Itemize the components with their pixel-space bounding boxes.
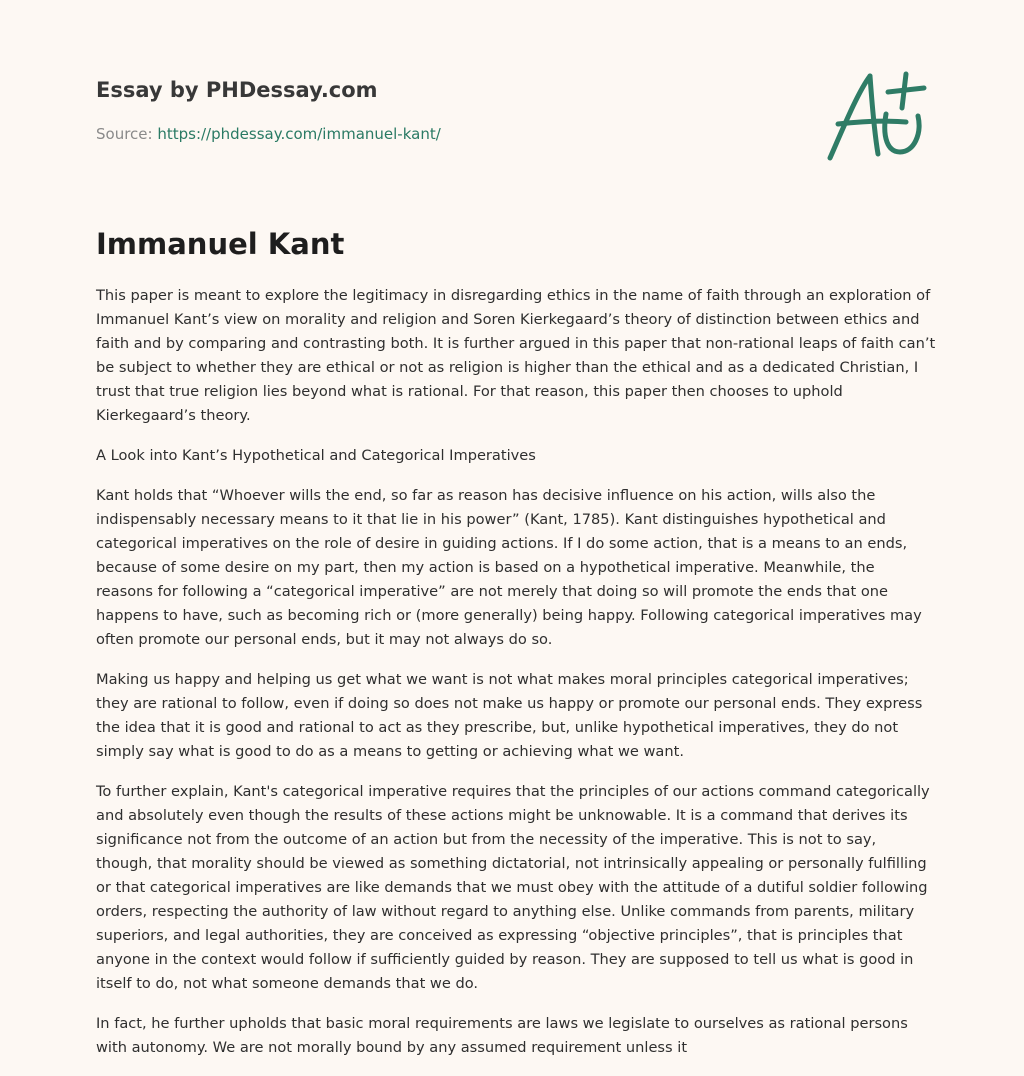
paragraph: To further explain, Kant's categorical imperative requires that the principles of our actions command categorically and absolutely even though the results of these actions might be unknowable. It is a command that derives its significance not from the outcome of an action but from the necessity of the imperative. This is not to say, though, that morality should be viewed as something dictatorial, not intrinsically appealing or personally fulfilling or that categorical imperatives are like demands that we must obey with the attitude of a dutiful soldier following orders, respecting the authority of law without regard to anything else. Unlike commands from parents, military superiors, and legal authorities, they are conceived as expressing “objective principles”, that is principles that anyone in the context would follow if sufficiently guided by reason. They are supposed to tell us what is good in itself to do, not what someone demands that we do. xyxy=(96,783,930,992)
paragraph: In fact, he further upholds that basic moral requirements are laws we legislate to ourselves as rational persons with autonomy. We are not morally bound by any assumed requirement unless it xyxy=(96,1015,908,1056)
source-link[interactable]: https://phdessay.com/immanuel-kant/ xyxy=(157,125,441,143)
paragraph: This paper is meant to explore the legitimacy in disregarding ethics in the name of faith through an exploration of Immanuel Kant’s view on morality and religion and Soren Kierkegaard’s theory of distinction between ethics and faith and by comparing and contrasting both. It is further argued in this paper that non-rational leaps of faith can’t be subject to whether they are ethical or not as religion is higher than the ethical and as a dedicated Christian, I trust that true religion lies beyond what is rational. For that reason, this paper then chooses to uphold Kierkegaard’s theory. xyxy=(96,287,936,424)
site-brand: Essay by PHDessay.com xyxy=(96,78,378,102)
page-header xyxy=(96,76,928,196)
essay-title: Immanuel Kant xyxy=(96,227,345,261)
source-label: Source: xyxy=(96,125,158,143)
paragraph: Making us happy and helping us get what we want is not what makes moral principles categorical imperatives; they are rational to follow, even if doing so does not make us happy or promote our personal ends. They express the idea that it is good and rational to act as they prescribe, but, unlike hypothetical imperatives, they do not simply say what is good to do as a means to getting or achieving what we want. xyxy=(96,671,923,760)
paragraph: Kant holds that “Whoever wills the end, so far as reason has decisive influence on his action, wills also the indispensably necessary means to it that lie in his power” (Kant, 1785). Kant distinguishes hypothetical and categorical imperatives on the role of desire in guiding actions. If I do some action, that is a means to an ends, because of some desire on my part, then my action is based on a hypothetical imperative. Meanwhile, the reasons for following a “categorical imperative” are not merely that doing so will promote the ends that one happens to have, such as becoming rich or (more generally) being happy. Following categorical imperatives may often promote our personal ends, but it may not always do so. xyxy=(96,487,922,648)
essay-body xyxy=(96,284,936,1076)
source-line xyxy=(96,124,928,144)
a-plus-grade-icon xyxy=(824,68,928,164)
section-heading: A Look into Kant’s Hypothetical and Categorical Imperatives xyxy=(96,447,536,464)
